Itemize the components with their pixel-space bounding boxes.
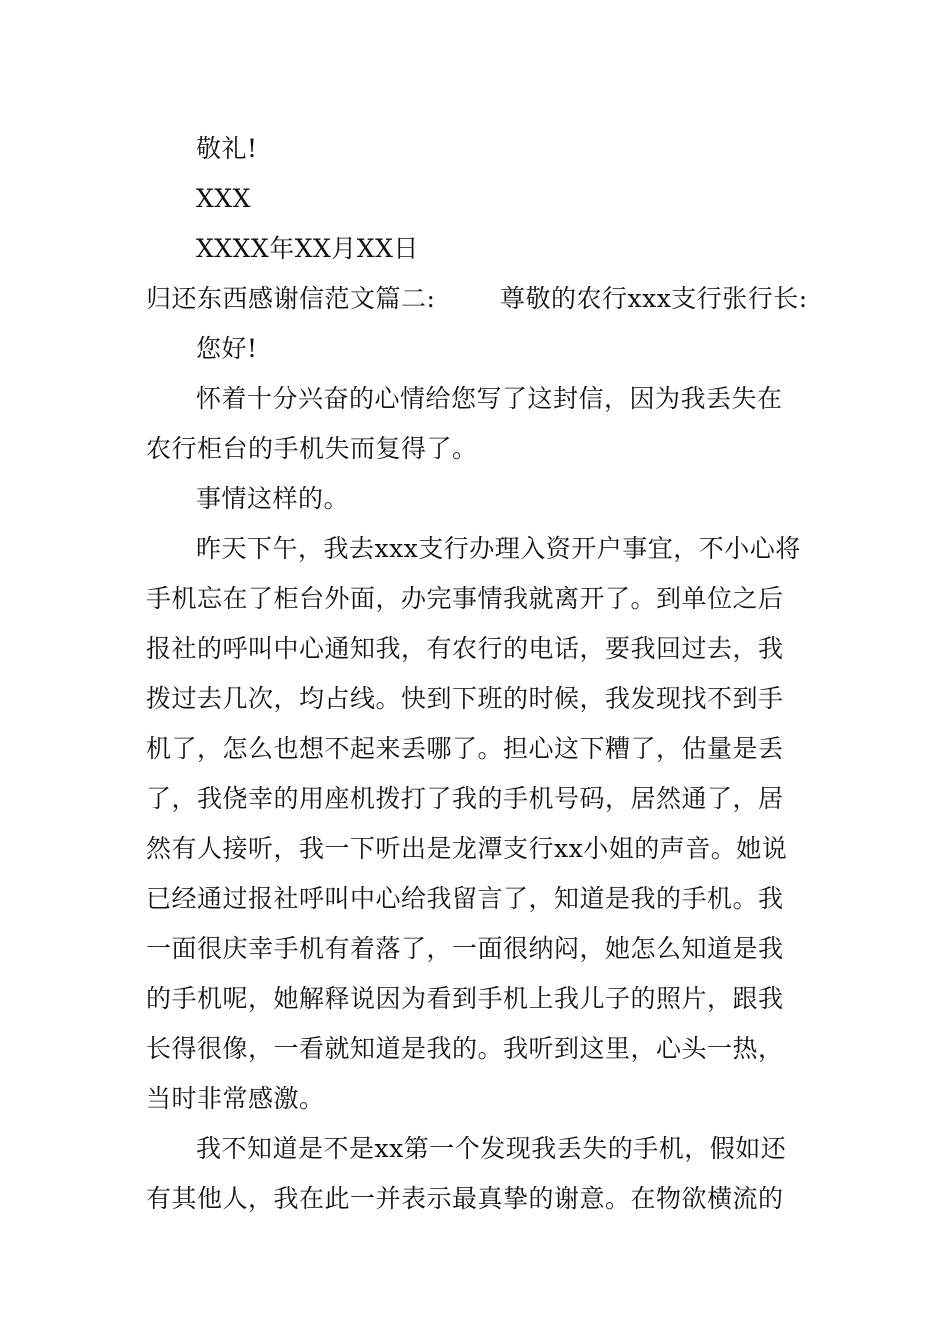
paragraph-line: 已经通过报社呼叫中心给我留言了，知道是我的手机。我 [146,884,784,913]
paragraph-line: 事情这样的。 [196,484,350,513]
paragraph-line: 手机忘在了柜台外面，办完事情我就离开了。到单位之后 [146,584,784,613]
paragraph-line: 一面很庆幸手机有着落了，一面很纳闷，她怎么知道是我 [146,934,784,963]
paragraph-line: 了，我侥幸的用座机拨打了我的手机号码，居然通了，居 [146,784,784,813]
date-line: XXXX年XX月XX日 [196,234,419,263]
paragraph-line: 机了，怎么也想不起来丢哪了。担心这下糟了，估量是丢 [146,734,784,763]
paragraph-line: 当时非常感激。 [146,1084,325,1113]
paragraph-line: 我不知道是不是xx第一个发现我丢失的手机，假如还 [196,1134,787,1163]
paragraph-line: 的手机呢，她解释说因为看到手机上我儿子的照片，跟我 [146,984,784,1013]
paragraph-line: 昨天下午，我去xxx支行办理入资开户事宜，不小心将 [196,534,801,563]
paragraph-line: 报社的呼叫中心通知我，有农行的电话，要我回过去，我 [146,634,784,663]
salutation: 尊敬的农行xxx支行张行长: [500,284,808,313]
paragraph-line: 长得很像，一看就知道是我的。我听到这里，心头一热， [146,1034,784,1063]
paragraph-line: 然有人接听，我一下听出是龙潭支行xx小姐的声音。她说 [146,834,788,863]
greeting: 您好! [196,334,258,363]
section-heading: 归还东西感谢信范文篇二: [146,284,436,313]
paragraph-line: 有其他人，我在此一并表示最真挚的谢意。在物欲横流的 [146,1184,784,1213]
paragraph-line: 农行柜台的手机失而复得了。 [146,434,478,463]
paragraph-line: 拨过去几次，均占线。快到下班的时候，我发现找不到手 [146,684,784,713]
signature: XXX [196,184,251,213]
paragraph-line: 怀着十分兴奋的心情给您写了这封信，因为我丢失在 [196,384,783,413]
closing-salute: 敬礼! [196,134,258,163]
